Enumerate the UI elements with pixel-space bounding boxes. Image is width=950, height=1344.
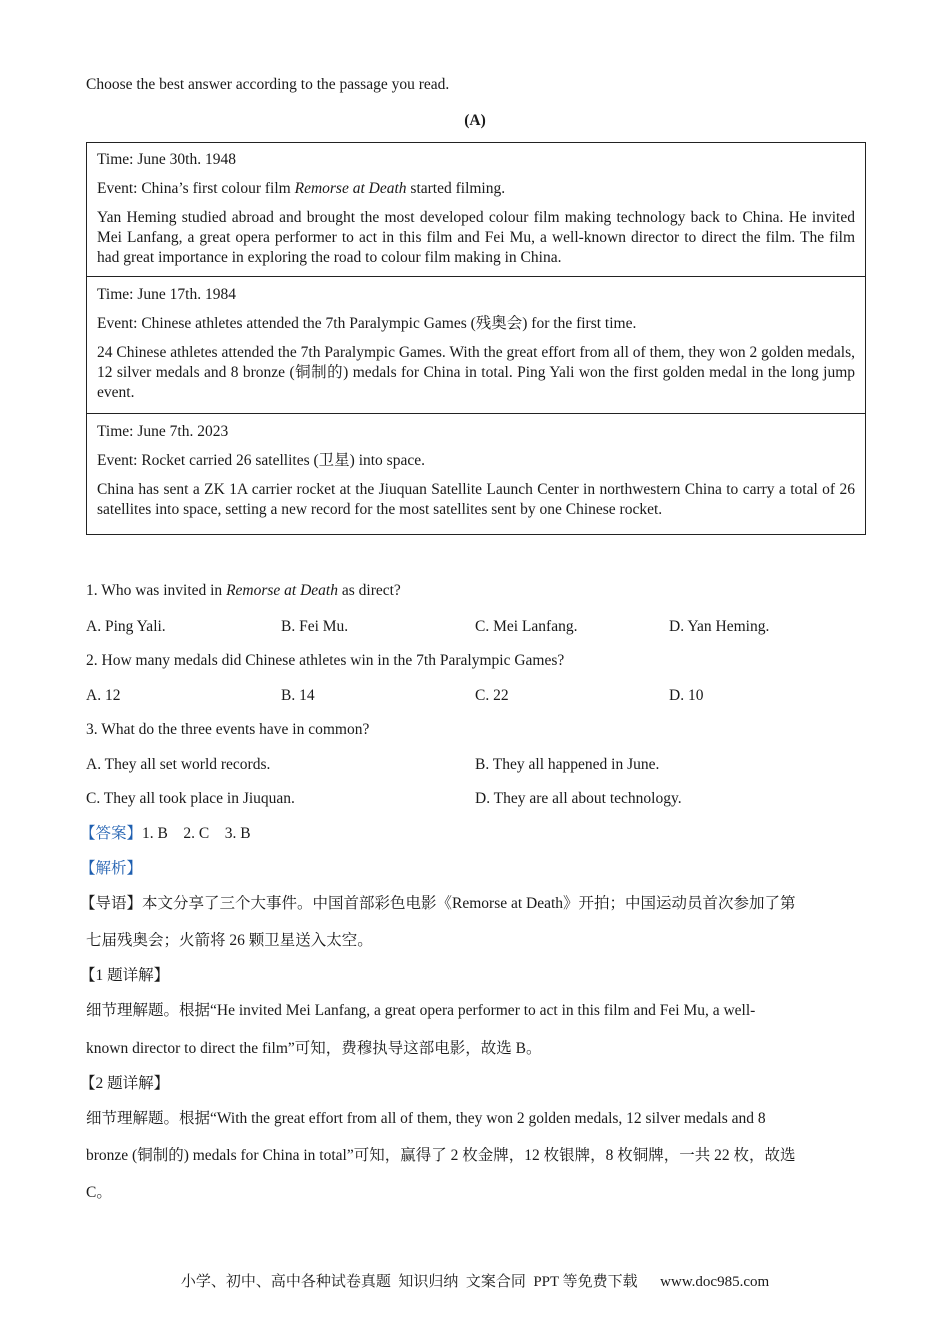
option-b[interactable]: B. 14 [281,687,315,704]
detail-2-line-1: 细节理解题。根据“With the great effort from all of them, they won 2 golden medals, 12 silver medals and 8 [86,1110,766,1127]
event-title-text: Event: China’s first colour film [97,180,295,197]
detail-2-label: 【2 题详解】 [80,1075,170,1092]
option-c[interactable]: C. 22 [475,687,509,704]
analysis-label: 【解析】 [80,860,143,877]
film-title: Remorse at Death [294,180,407,197]
option-d[interactable]: D. They are all about technology. [475,790,682,807]
film-title: Remorse at Death [226,582,338,599]
event-time: Time: June 30th. 1948 [97,151,236,168]
option-b[interactable]: B. Fei Mu. [281,618,349,635]
option-a[interactable]: A. They all set world records. [86,756,271,773]
event-time: Time: June 7th. 2023 [97,423,229,440]
detail-1-label: 【1 题详解】 [80,967,170,984]
option-a[interactable]: A. Ping Yali. [86,618,166,635]
answer-line [80,823,866,845]
event-title [97,179,855,199]
question-text: as direct? [337,582,401,599]
detail-2-line-2: bronze (铜制的) medals for China in total”可知，赢得了 2 枚金牌，12 枚银牌，8 枚铜牌，一共 22 枚，故选 [86,1147,796,1164]
question-3: 3. What do the three events have in common? [86,721,370,738]
option-d[interactable]: D. Yan Heming. [669,618,770,635]
detail-1-line-2: known director to direct the film”可知，费穆执导这部电影，故选 B。 [86,1040,542,1057]
event-cell-2 [87,277,865,414]
answer-label: 【答案】 [80,825,143,842]
detail-1-line-1: 细节理解题。根据“He invited Mei Lanfang, a great opera performer to act in this film and Fei Mu, a well- [86,1002,756,1019]
question-1 [86,582,401,600]
events-table [86,142,866,535]
section-label: (A) [464,112,486,129]
option-d[interactable]: D. 10 [669,687,704,704]
event-cell-3 [87,414,865,535]
instruction-text: Choose the best answer according to the passage you read. [86,76,450,93]
event-body: Yan Heming studied abroad and brought the most developed colour film making technology back to China. He invited Mei Lanfang, a great opera performer to act in this film and Fei Mu, a well-known director to direct the film. The film had great importance in exploring the road to colour film making in China. [97,209,855,266]
option-c[interactable]: C. They all took place in Jiuquan. [86,790,295,807]
intro-line-1 [80,893,866,915]
event-body: 24 Chinese athletes attended the 7th Paralympic Games. With the great effort from all of them, they won 2 golden medals, 12 silver medals and 8 bronze (铜制的) medals for China in total. Ping Yali won the first golden medal in the long jump event. [97,344,855,401]
answer-text: 1. B 2. C 3. B [142,825,251,842]
event-time: Time: June 17th. 1984 [97,286,236,303]
event-title: Event: Chinese athletes attended the 7th Paralympic Games (残奥会) for the first time. [97,315,637,332]
intro-text: 本文分享了三个大事件。中国首部彩色电影《Remorse at Death》开拍；中国运动员首次参加了第 [142,895,796,912]
event-title: Event: Rocket carried 26 satellites (卫星) into space. [97,452,425,469]
option-b[interactable]: B. They all happened in June. [475,756,660,773]
intro-label: 【导语】 [80,895,143,912]
option-a[interactable]: A. 12 [86,687,121,704]
detail-2-line-3: C。 [86,1184,112,1201]
event-title-text: started filming. [406,180,506,197]
event-body: China has sent a ZK 1A carrier rocket at the Jiuquan Satellite Launch Center in northwestern China to carry a total of 26 satellites into space, setting a new record for the most satellites sent by one Chinese rocket. [97,481,855,518]
question-2: 2. How many medals did Chinese athletes win in the 7th Paralympic Games? [86,652,565,669]
event-cell-1 [87,143,865,277]
question-text: 1. Who was invited in [86,582,227,599]
option-c[interactable]: C. Mei Lanfang. [475,618,578,635]
intro-line-2: 七届残奥会；火箭将 26 颗卫星送入太空。 [86,932,373,949]
page-footer: 小学、初中、高中各种试卷真题 知识归纳 文案合同 PPT 等免费下载 www.doc985.com [180,1274,770,1290]
